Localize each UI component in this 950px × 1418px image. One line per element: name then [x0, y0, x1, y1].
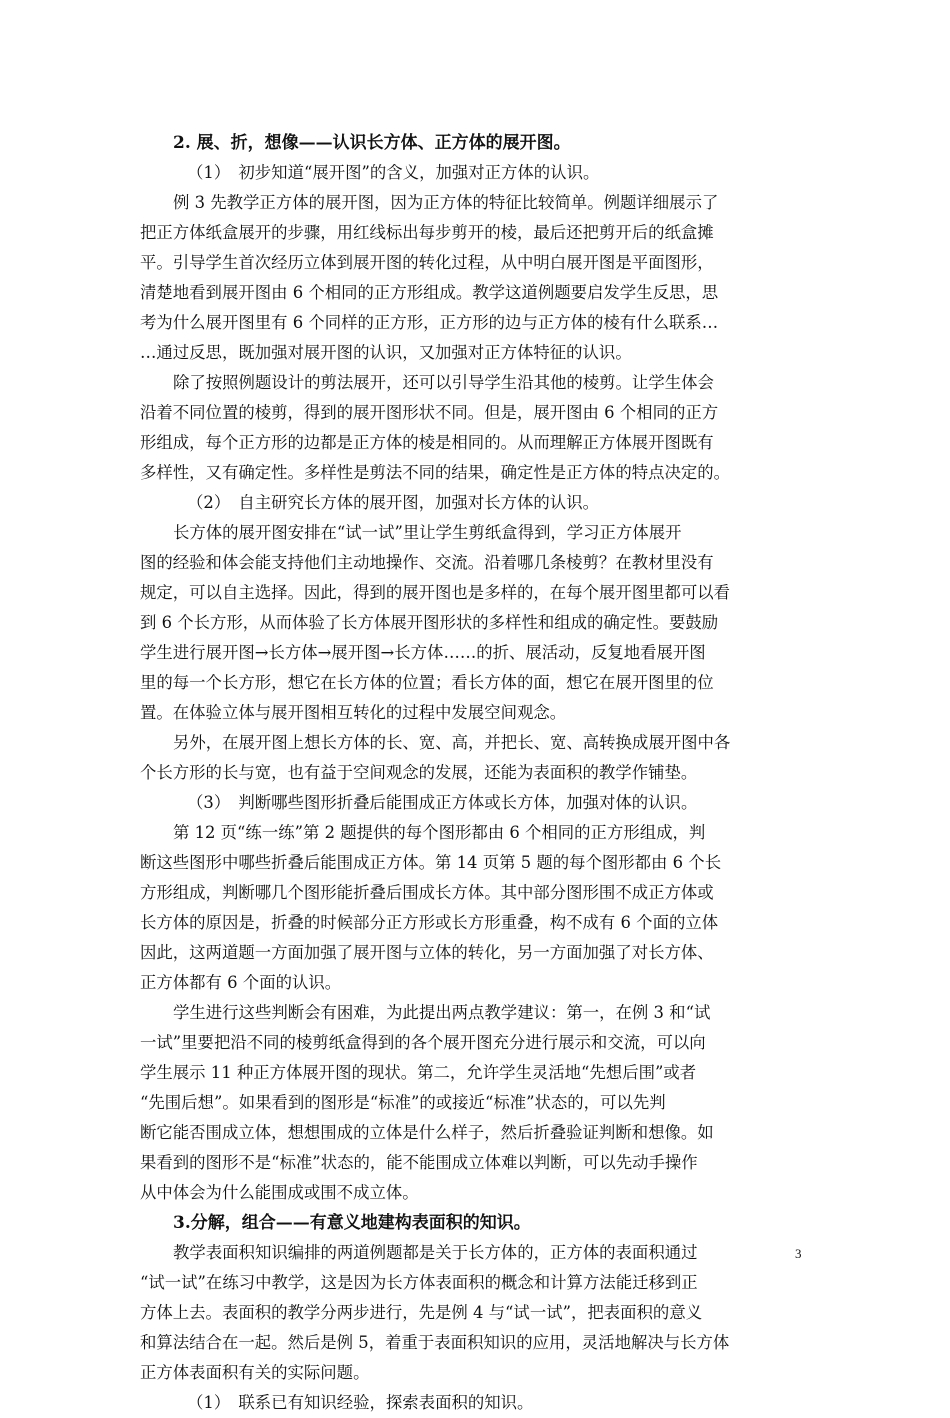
text-line: 除了按照例题设计的剪法展开，还可以引导学生沿其他的棱剪。让学生体会: [173, 373, 714, 392]
text-line: 正方体都有 6 个面的认识。: [140, 973, 342, 992]
text-line: 清楚地看到展开图由 6 个相同的正方形组成。教学这道例题要启发学生反思，思: [140, 283, 719, 302]
text-line: 一试”里要把沿不同的棱剪纸盒得到的各个展开图充分进行展示和交流，可以向: [140, 1033, 706, 1052]
page-number: 3: [795, 1246, 802, 1261]
text-line: 果看到的图形不是“标准”状态的，能不能围成立体难以判断，可以先动手操作: [140, 1153, 698, 1172]
text-line: 学生进行这些判断会有困难，为此提出两点教学建议：第一，在例 3 和“试: [173, 1003, 711, 1022]
text-line: 把正方体纸盒展开的步骤，用红线标出每步剪开的棱，最后还把剪开后的纸盒摊: [140, 223, 714, 242]
text-line: 图的经验和体会能支持他们主动地操作、交流。沿着哪几条棱剪？在教材里没有: [140, 553, 714, 572]
text-line: …通过反思，既加强对展开图的认识，又加强对正方体特征的认识。: [140, 343, 632, 362]
text-line: 另外，在展开图上想长方体的长、宽、高，并把长、宽、高转换成展开图中各: [173, 733, 731, 752]
text-line: 考为什么展开图里有 6 个同样的正方形，正方形的边与正方体的棱有什么联系…: [140, 313, 719, 332]
body-text: [140, 128, 812, 1418]
text-line: 长方体的展开图安排在“试一试”里让学生剪纸盒得到，学习正方体展开: [173, 523, 682, 542]
text-line: 规定，可以自主选择。因此，得到的展开图也是多样的，在每个展开图里都可以看: [140, 583, 731, 602]
text-line: 第 12 页“练一练”第 2 题提供的每个图形都由 6 个相同的正方形组成，判: [173, 823, 706, 842]
section-heading-3: 3.分解，组合——有意义地建构表面积的知识。: [173, 1213, 531, 1233]
text-line: 因此，这两道题一方面加强了展开图与立体的转化，另一方面加强了对长方体、: [140, 943, 714, 962]
text-line: 正方体表面积有关的实际问题。: [140, 1363, 370, 1382]
text-line: 形组成，每个正方形的边都是正方体的棱是相同的。从而理解正方体展开图既有: [140, 433, 714, 452]
text-line: 学生进行展开图→长方体→展开图→长方体……的折、展活动，反复地看展开图: [140, 643, 706, 662]
text-line: 到 6 个长方形，从而体验了长方体展开图形状的多样性和组成的确定性。要鼓励: [140, 613, 719, 632]
subheading-2: （2） 自主研究长方体的展开图，加强对长方体的认识。: [187, 493, 599, 512]
section-heading-2: 2. 展、折，想像——认识长方体、正方体的展开图。: [173, 133, 571, 153]
text-line: 置。在体验立体与展开图相互转化的过程中发展空间观念。: [140, 703, 567, 722]
text-line: 例 3 先教学正方体的展开图，因为正方体的特征比较简单。例题详细展示了: [173, 193, 719, 212]
text-line: 沿着不同位置的棱剪，得到的展开图形状不同。但是，展开图由 6 个相同的正方: [140, 403, 719, 422]
text-line: 多样性，又有确定性。多样性是剪法不同的结果，确定性是正方体的特点决定的。: [140, 463, 731, 482]
text-line: 方形组成，判断哪几个图形能折叠后围成长方体。其中部分图形围不成正方体或: [140, 883, 714, 902]
subheading-3: （3） 判断哪些图形折叠后能围成正方体或长方体，加强对体的认识。: [187, 793, 698, 812]
text-line: 学生展示 11 种正方体展开图的现状。第二，允许学生灵活地“先想后围”或者: [140, 1063, 697, 1082]
text-line: 断它能否围成立体，想想围成的立体是什么样子，然后折叠验证判断和想像。如: [140, 1123, 714, 1142]
text-line: 个长方形的长与宽，也有益于空间观念的发展，还能为表面积的教学作铺垫。: [140, 763, 698, 782]
text-line: 里的每一个长方形，想它在长方体的位置；看长方体的面，想它在展开图里的位: [140, 673, 714, 692]
text-line: “先围后想”。如果看到的图形是“标准”的或接近“标准”状态的，可以先判: [140, 1093, 666, 1112]
text-line: 从中体会为什么能围成或围不成立体。: [140, 1183, 419, 1202]
text-line: 教学表面积知识编排的两道例题都是关于长方体的，正方体的表面积通过: [173, 1243, 698, 1262]
subheading-4: （1） 联系已有知识经验，探索表面积的知识。: [187, 1393, 534, 1412]
text-line: 和算法结合在一起。然后是例 5，着重于表面积知识的应用，灵活地解决与长方体: [140, 1333, 730, 1352]
text-line: “试一试”在练习中教学，这是因为长方体表面积的概念和计算方法能迁移到正: [140, 1273, 698, 1292]
text-line: 长方体的原因是，折叠的时候部分正方形或长方形重叠，构不成有 6 个面的立体: [140, 913, 719, 932]
subheading-1: （1） 初步知道“展开图”的含义，加强对正方体的认识。: [187, 163, 600, 182]
text-line: 方体上去。表面积的教学分两步进行，先是例 4 与“试一试”，把表面积的意义: [140, 1303, 703, 1322]
text-line: 断这些图形中哪些折叠后能围成正方体。第 14 页第 5 题的每个图形都由 6 个长: [140, 853, 722, 872]
text-line: 平。引导学生首次经历立体到展开图的转化过程，从中明白展开图是平面图形，: [140, 253, 714, 272]
